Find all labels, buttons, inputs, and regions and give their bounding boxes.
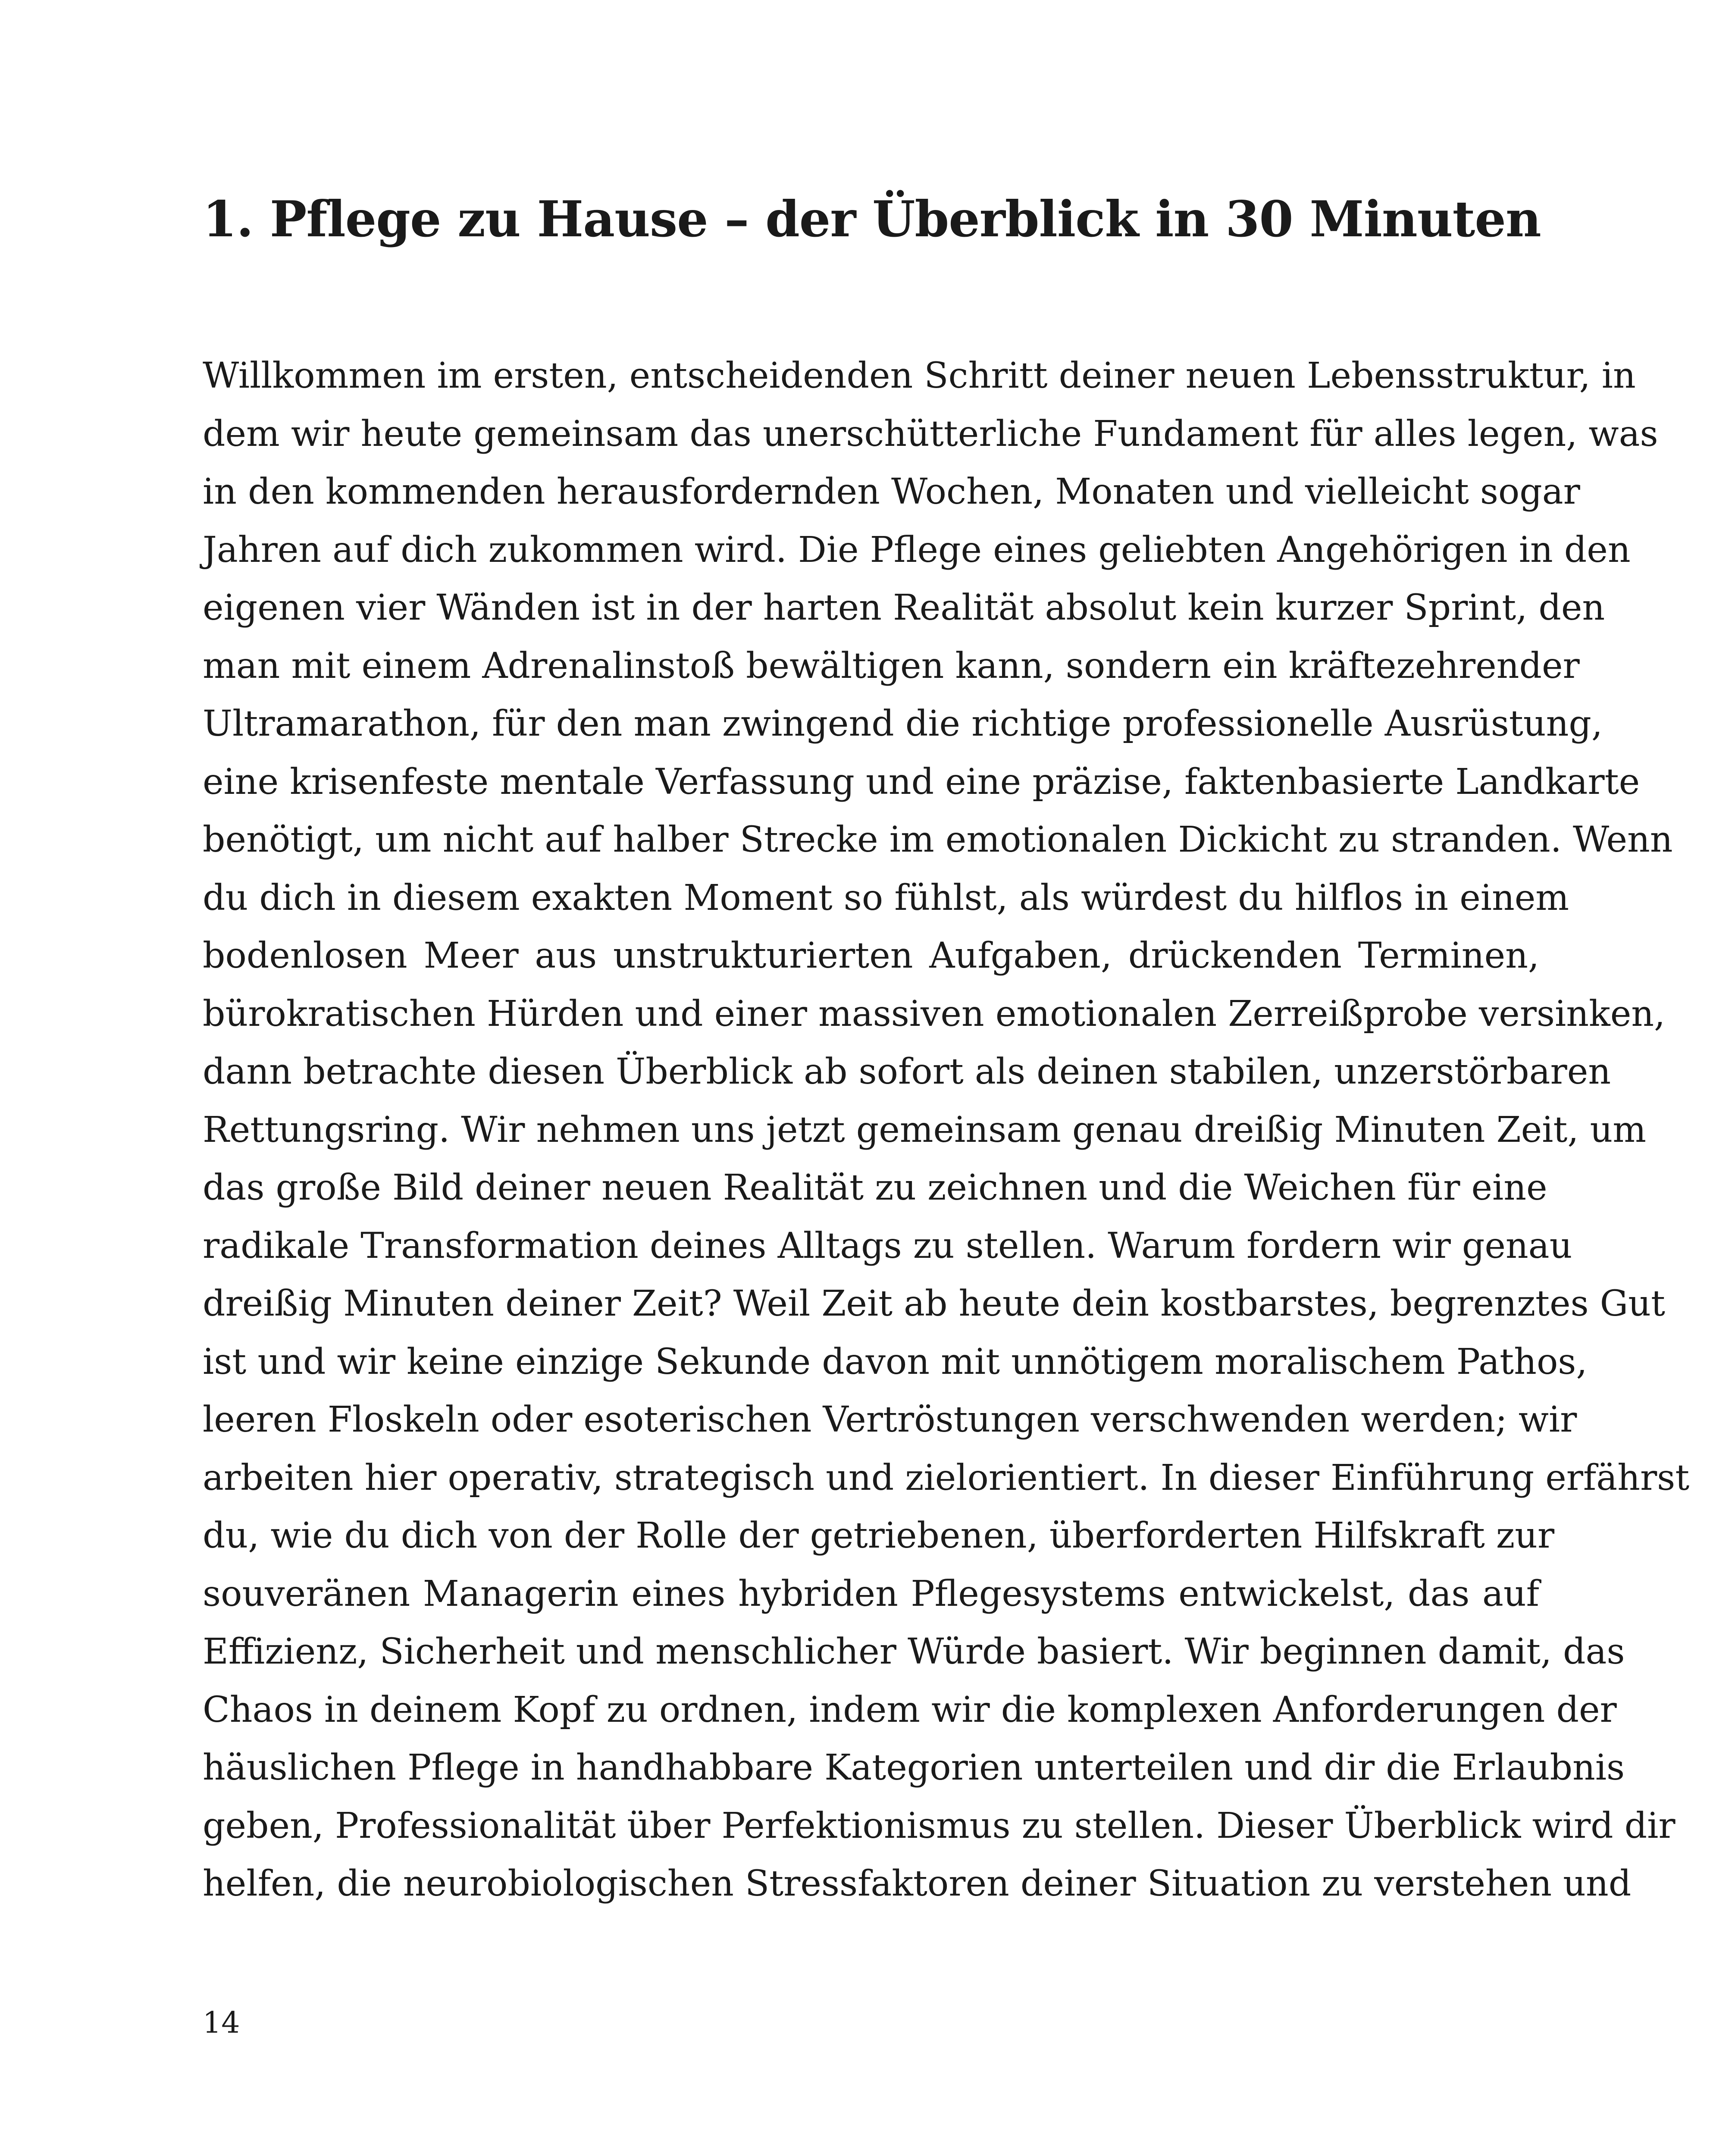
- text-line: leeren Floskeln oder esoterischen Vertröstungen verschwenden werden; wir: [203, 1399, 1577, 1440]
- text-line: dreißig Minuten deiner Zeit? Weil Zeit ab heute dein kostbarstes, begrenztes Gut: [203, 1283, 1665, 1324]
- chapter-body-text: [203, 347, 1690, 1913]
- text-line: ist und wir keine einzige Sekunde davon mit unnötigem moralischem Pathos,: [203, 1341, 1588, 1382]
- text-line: bodenlosen Meer aus unstrukturierten Aufgaben, drückenden Terminen,: [203, 935, 1539, 976]
- text-line: eine krisenfeste mentale Verfassung und eine präzise, faktenbasierte Landkarte: [203, 761, 1640, 802]
- text-line: Ultramarathon, für den man zwingend die richtige professionelle Ausrüstung,: [203, 703, 1603, 744]
- text-line: das große Bild deiner neuen Realität zu zeichnen und die Weichen für eine: [203, 1167, 1547, 1208]
- text-line: Effizienz, Sicherheit und menschlicher Würde basiert. Wir beginnen damit, das: [203, 1631, 1625, 1672]
- text-line: dann betrachte diesen Überblick ab sofort als deinen stabilen, unzerstörbaren: [203, 1051, 1611, 1092]
- text-line: arbeiten hier operativ, strategisch und zielorientiert. In dieser Einführung erfährst: [203, 1457, 1690, 1498]
- chapter-title: 1. Pflege zu Hause – der Überblick in 30 Minuten: [203, 190, 1541, 248]
- page-number: 14: [203, 2006, 240, 2040]
- text-line: du, wie du dich von der Rolle der getriebenen, überforderten Hilfskraft zur: [203, 1515, 1555, 1556]
- text-line: geben, Professionalität über Perfektionismus zu stellen. Dieser Überblick wird dir: [203, 1805, 1676, 1846]
- text-line: helfen, die neurobiologischen Stressfaktoren deiner Situation zu verstehen und: [203, 1863, 1632, 1904]
- text-line: benötigt, um nicht auf halber Strecke im emotionalen Dickicht zu stranden. Wenn: [203, 819, 1673, 860]
- text-line: man mit einem Adrenalinstoß bewältigen kann, sondern ein kräftezehrender: [203, 645, 1580, 686]
- text-line: Willkommen im ersten, entscheidenden Schritt deiner neuen Lebensstruktur, in: [203, 355, 1636, 396]
- text-line: radikale Transformation deines Alltags zu stellen. Warum fordern wir genau: [203, 1225, 1572, 1266]
- text-line: du dich in diesem exakten Moment so fühlst, als würdest du hilflos in einem: [203, 877, 1569, 918]
- text-line: eigenen vier Wänden ist in der harten Realität absolut kein kurzer Sprint, den: [203, 587, 1605, 628]
- text-line: Jahren auf dich zukommen wird. Die Pflege eines geliebten Angehörigen in den: [203, 529, 1631, 570]
- text-line: dem wir heute gemeinsam das unerschütterliche Fundament für alles legen, was: [203, 413, 1658, 454]
- text-line: häuslichen Pflege in handhabbare Kategorien unterteilen und dir die Erlaubnis: [203, 1747, 1625, 1788]
- text-line: Rettungsring. Wir nehmen uns jetzt gemeinsam genau dreißig Minuten Zeit, um: [203, 1109, 1647, 1150]
- text-line: bürokratischen Hürden und einer massiven emotionalen Zerreißprobe versinken,: [203, 993, 1666, 1034]
- text-line: in den kommenden herausfordernden Wochen, Monaten und vielleicht sogar: [203, 471, 1580, 512]
- text-line: souveränen Managerin eines hybriden Pflegesystems entwickelst, das auf: [203, 1573, 1539, 1614]
- text-line: Chaos in deinem Kopf zu ordnen, indem wir die komplexen Anforderungen der: [203, 1689, 1617, 1730]
